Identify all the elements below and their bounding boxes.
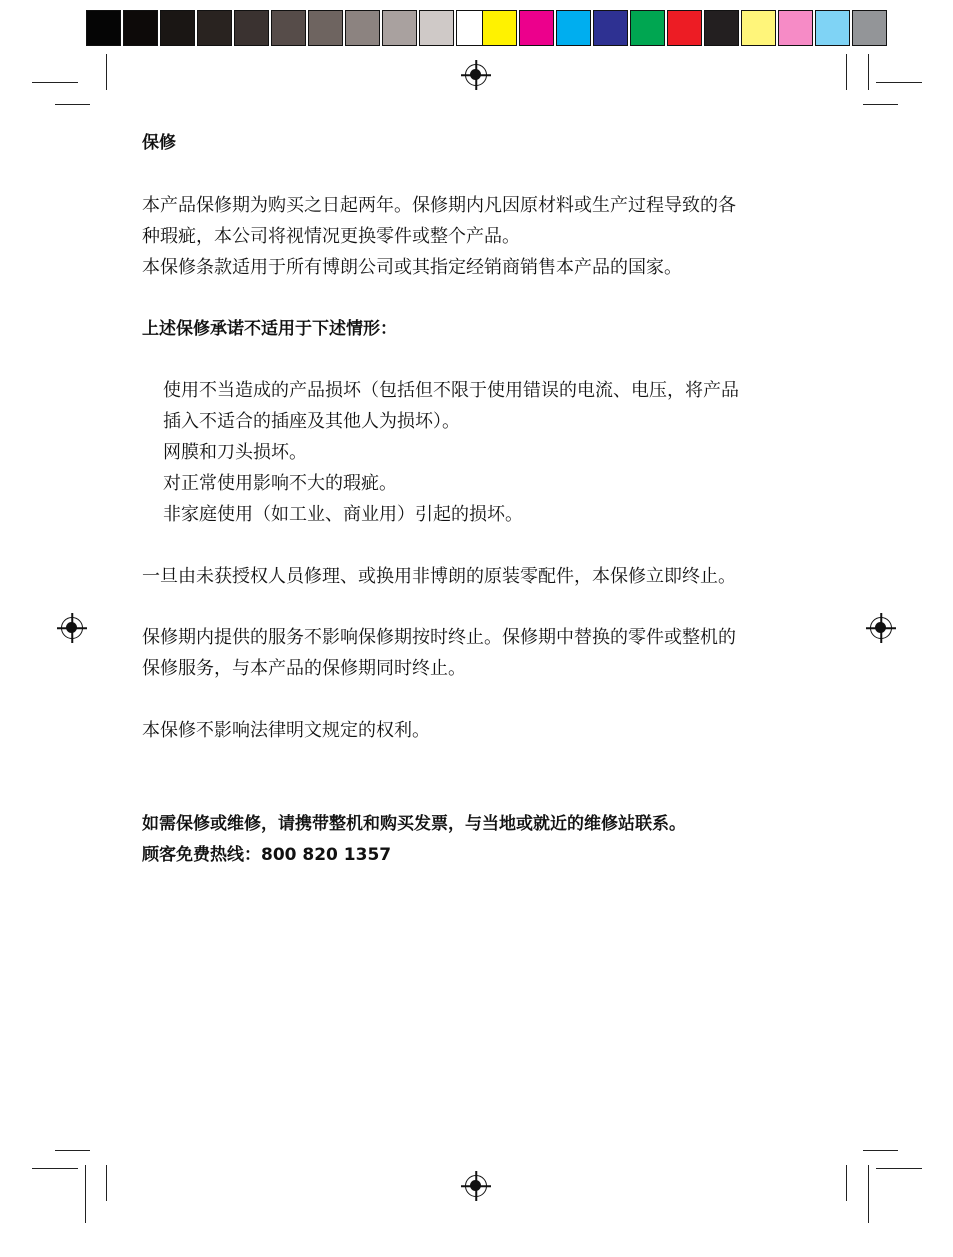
hotline: 顾客免费热线：800 820 1357: [142, 845, 392, 865]
exclusion-item: 非家庭使用（如工业、商业用）引起的损坏。: [163, 504, 523, 525]
exclusion-item: 使用不当造成的产品损坏（包括但不限于使用错误的电流、电压，将产品: [163, 380, 739, 401]
warranty-heading: 保修: [142, 133, 176, 153]
crop-mark: [863, 104, 898, 105]
crop-mark: [32, 1168, 78, 1169]
registration-mark-icon: [870, 617, 892, 639]
crop-mark: [846, 54, 847, 90]
exclusions-title: 上述保修承诺不适用于下述情形：: [142, 319, 397, 339]
color-swatch: [630, 10, 665, 46]
color-swatch: [160, 10, 195, 46]
color-swatch: [556, 10, 591, 46]
color-swatch: [482, 10, 517, 46]
gray-color-bar: [86, 10, 491, 46]
crop-mark: [876, 82, 922, 83]
color-swatch: [778, 10, 813, 46]
registration-mark-icon: [465, 64, 487, 86]
color-swatch: [197, 10, 232, 46]
color-swatch: [704, 10, 739, 46]
termination-paragraph: 一旦由未获授权人员修理、或换用非博朗的原装零配件，本保修立即终止。: [142, 566, 736, 587]
exclusion-item: 插入不适合的插座及其他人为损坏）。: [163, 411, 460, 432]
color-swatch: [815, 10, 850, 46]
color-swatch: [593, 10, 628, 46]
color-swatch: [667, 10, 702, 46]
crop-mark: [106, 1165, 107, 1201]
color-swatch: [519, 10, 554, 46]
color-swatch: [271, 10, 306, 46]
crop-mark: [846, 1165, 847, 1201]
crop-mark: [868, 54, 869, 90]
color-swatch: [741, 10, 776, 46]
warranty-line: 本产品保修期为购买之日起两年。保修期内凡因原材料或生产过程导致的各: [142, 195, 736, 216]
registration-mark-icon: [465, 1175, 487, 1197]
contact-instructions: 如需保修或维修，请携带整机和购买发票，与当地或就近的维修站联系。: [142, 814, 686, 834]
crop-mark: [55, 1150, 90, 1151]
registration-mark-icon: [61, 617, 83, 639]
crop-mark: [85, 1165, 86, 1223]
crop-mark: [863, 1150, 898, 1151]
color-swatch: [123, 10, 158, 46]
exclusion-item: 网膜和刀头损坏。: [163, 442, 307, 463]
color-swatch: [419, 10, 454, 46]
service-paragraph-line: 保修服务，与本产品的保修期同时终止。: [142, 658, 466, 679]
color-swatch: [308, 10, 343, 46]
color-swatch: [382, 10, 417, 46]
crop-mark: [55, 104, 90, 105]
service-paragraph-line: 保修期内提供的服务不影响保修期按时终止。保修期中替换的零件或整机的: [142, 627, 736, 648]
warranty-line: 本保修条款适用于所有博朗公司或其指定经销商销售本产品的国家。: [142, 257, 682, 278]
legal-rights-paragraph: 本保修不影响法律明文规定的权利。: [142, 720, 430, 741]
color-swatch: [86, 10, 121, 46]
crop-mark: [868, 1165, 869, 1223]
crop-mark: [876, 1168, 922, 1169]
warranty-line: 种瑕疵，本公司将视情况更换零件或整个产品。: [142, 226, 520, 247]
color-swatch: [852, 10, 887, 46]
color-swatch: [234, 10, 269, 46]
exclusion-item: 对正常使用影响不大的瑕疵。: [163, 473, 397, 494]
color-swatch: [345, 10, 380, 46]
crop-mark: [32, 82, 78, 83]
crop-mark: [106, 54, 107, 90]
process-color-bar: [482, 10, 887, 46]
